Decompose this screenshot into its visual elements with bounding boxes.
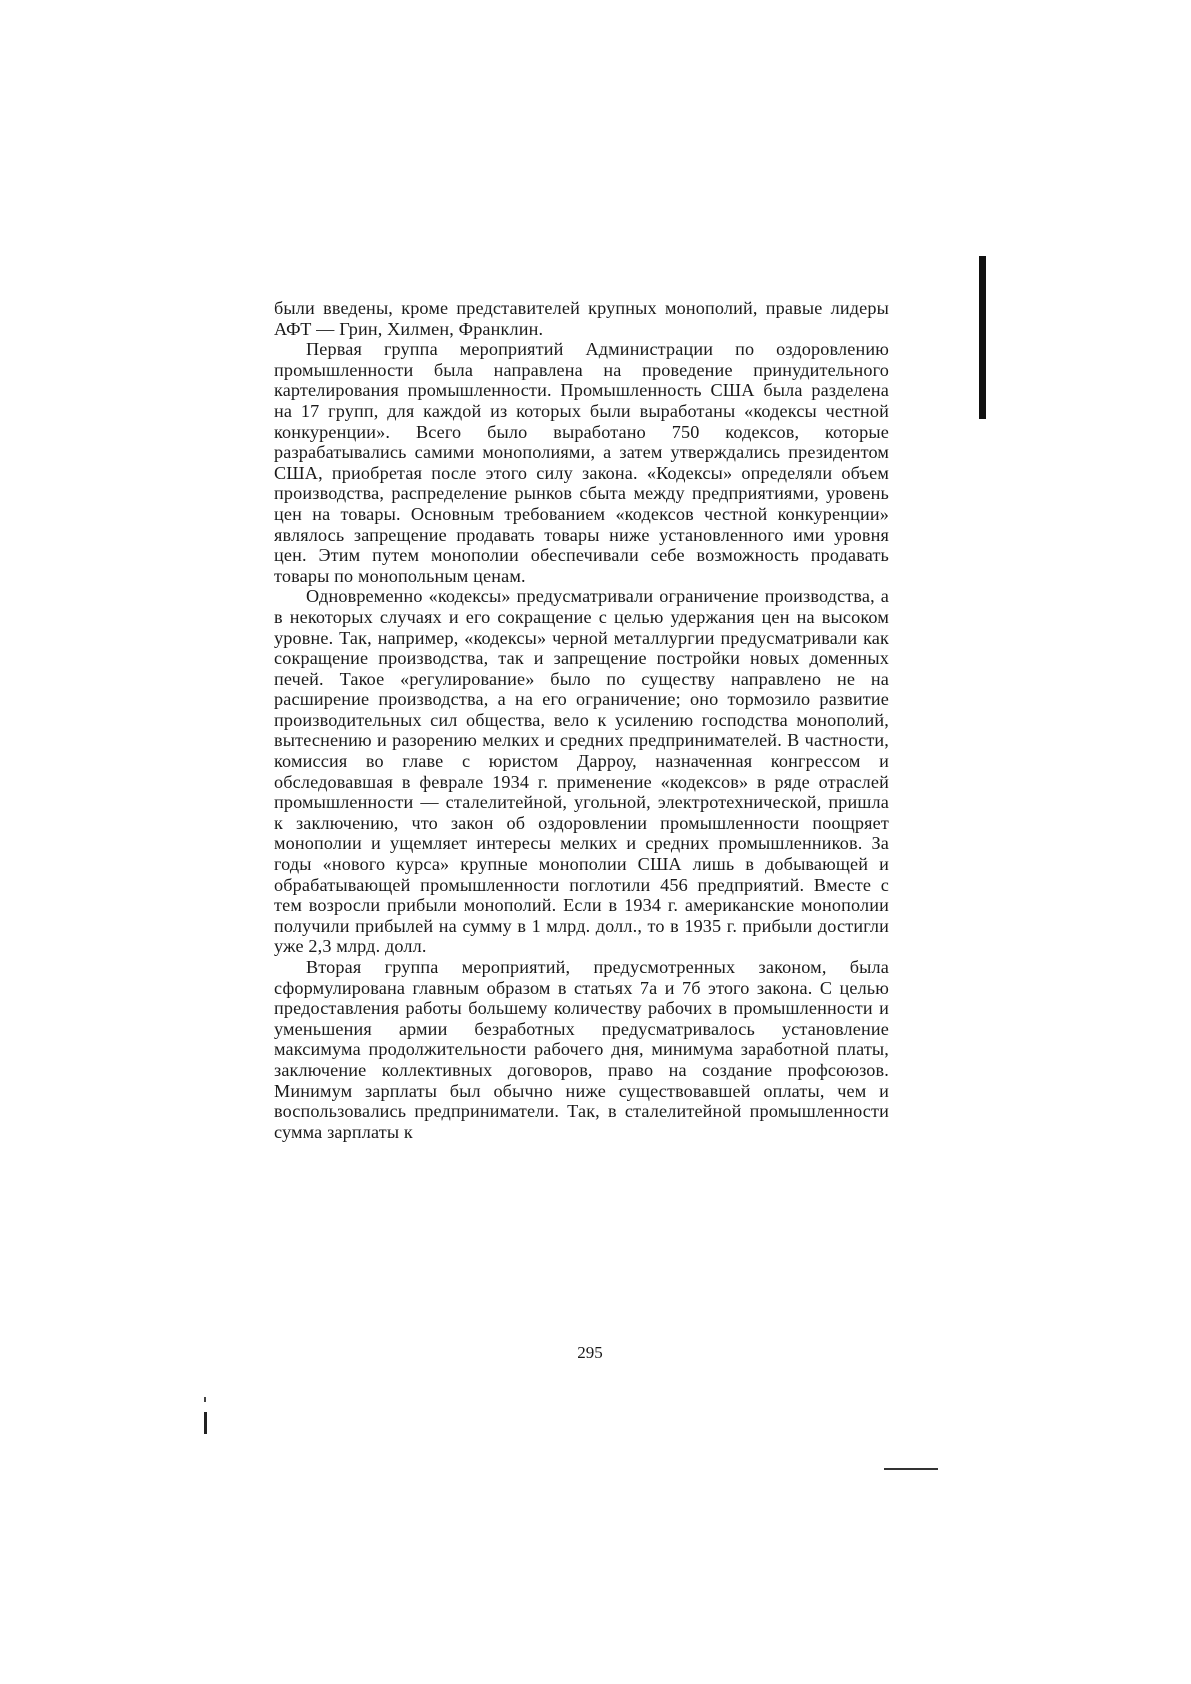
- scan-margin-mark: [204, 1412, 207, 1434]
- paragraph-first-group: Первая группа мероприятий Администрации по оздоровлению промышленности была направлена на проведение принудительного картелирования промышленности. Промышленность США была разделена на 17 групп, для каждой из которых были выработаны «кодексы честной конкуренции». Всего было выработано 750 кодексов, которые разрабатывались самими монополиями, а затем утверждались президентом США, приобретая после этого силу закона. «Кодексы» определяли объем производства, распределение рынков сбыта между предприятиями, уровень цен на товары. Основным требованием «кодексов честной конкуренции» являлось запрещение продавать товары ниже установленного ими уровня цен. Этим путем монополии обеспечивали себе возможность продавать товары по монопольным ценам.: [274, 339, 889, 586]
- scan-edge-mark: [979, 256, 986, 419]
- paragraph-continuation: были введены, кроме представителей крупных монополий, правые лидеры АФТ — Грин, Хилмен, Франклин.: [274, 298, 889, 339]
- paragraph-second-group: Вторая группа мероприятий, предусмотренных законом, была сформулирована главным образом в статьях 7а и 7б этого закона. С целью предоставления работы большему количеству рабочих в промышленности и уменьшения армии безработных предусматривалось установление максимума продолжительности рабочего дня, минимума заработной платы, заключение коллективных договоров, право на создание профсоюзов. Минимум зарплаты был обычно ниже существовавшей оплаты, чем и воспользовались предприниматели. Так, в сталелитейной промышленности сумма зарплаты к: [274, 957, 889, 1142]
- scan-rule-mark: [884, 1468, 938, 1470]
- page-number: 295: [577, 1343, 603, 1362]
- page-body-text: [274, 298, 889, 1142]
- paragraph-codes-limits: Одновременно «кодексы» предусматривали ограничение производства, а в некоторых случаях и его сокращение с целью удержания цен на высоком уровне. Так, например, «кодексы» черной металлургии предусматривали как сокращение производства, так и запрещение постройки новых доменных печей. Такое «регулирование» было по существу направлено не на расширение производства, а на его ограничение; оно тормозило развитие производительных сил общества, вело к усилению господства монополий, вытеснению и разорению мелких и средних предпринимателей. В частности, комиссия во главе с юристом Дарроу, назначенная конгрессом и обследовавшая в феврале 1934 г. применение «кодексов» в ряде отраслей промышленности — сталелитейной, угольной, электротехнической, пришла к заключению, что закон об оздоровлении промышленности поощряет монополии и ущемляет интересы мелких и средних промышленников. За годы «нового курса» крупные монополии США лишь в добывающей и обрабатывающей промышленности поглотили 456 предприятий. Вместе с тем возросли прибыли монополий. Если в 1934 г. американские монополии получили прибылей на сумму в 1 млрд. долл., то в 1935 г. прибыли достигли уже 2,3 млрд. долл.: [274, 586, 889, 957]
- scan-speck: [204, 1397, 206, 1402]
